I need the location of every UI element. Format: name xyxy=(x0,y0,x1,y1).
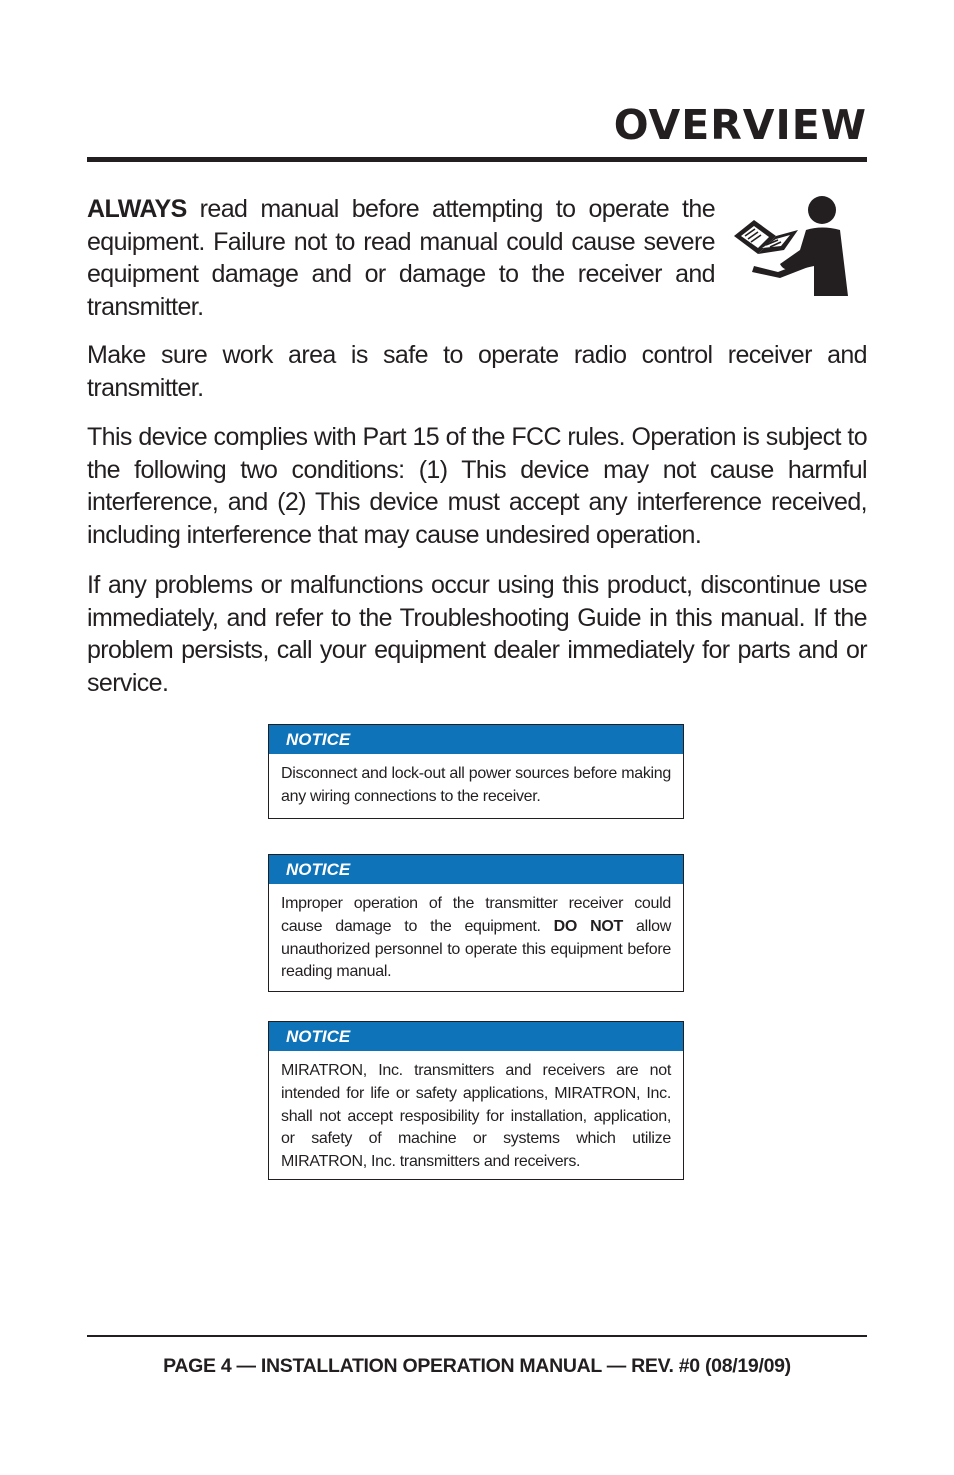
notice-box-wiring xyxy=(268,724,684,819)
paragraph-fcc: This device complies with Part 15 of the FCC rules. Operation is subject to the following two conditions: (1) This device may not cause harmful interference, and (2) This device must accept any interference received, including interference that may cause undesired operation. xyxy=(87,423,867,549)
person-reading-manual-icon xyxy=(728,192,848,296)
notice-label: NOTICE xyxy=(269,855,683,884)
notice-text-before: Improper operation of the transmitter receiver could cause damage to the equipment. xyxy=(281,895,671,935)
notice-text-after: allow unauthorized personnel to operate this equipment before reading manual. xyxy=(281,917,672,981)
notice-emphasis: DO NOT xyxy=(553,917,623,935)
notice-box-liability xyxy=(268,1021,684,1180)
notice-label: NOTICE xyxy=(269,725,683,754)
paragraph-troubleshooting: If any problems or malfunctions occur using this product, discontinue use immediately, and refer to the Troubleshooting Guide in this manual. If the problem persists, call your equipment dealer immediately for parts and or service. xyxy=(87,571,867,697)
notice-label: NOTICE xyxy=(269,1022,683,1051)
notice-text: Disconnect and lock-out all power sources before making any wiring connections to the receiver. xyxy=(281,765,671,805)
intro-text: read manual before attempting to operate the equipment. Failure not to read manual could cause severe equipment damage and or damage to the receiver and transmitter. xyxy=(87,195,715,321)
page-footer: PAGE 4 — INSTALLATION OPERATION MANUAL — REV. #0 (08/19/09) xyxy=(163,1355,791,1377)
intro-paragraph xyxy=(87,193,715,323)
notice-text xyxy=(269,884,683,992)
paragraph-work-area: Make sure work area is safe to operate radio control receiver and transmitter. xyxy=(87,341,867,402)
notice-text: MIRATRON, Inc. transmitters and receivers are not intended for life or safety applications, MIRATRON, Inc. shall not accept resposibility for installation, application, or safety of machine or systems which utilize MIRATRON, Inc. transmitters and receivers. xyxy=(281,1062,671,1171)
header-rule xyxy=(87,157,867,162)
footer-rule xyxy=(87,1335,867,1337)
intro-emphasis: ALWAYS xyxy=(87,195,187,223)
page-title: OVERVIEW xyxy=(613,101,867,149)
notice-box-operation xyxy=(268,854,684,992)
